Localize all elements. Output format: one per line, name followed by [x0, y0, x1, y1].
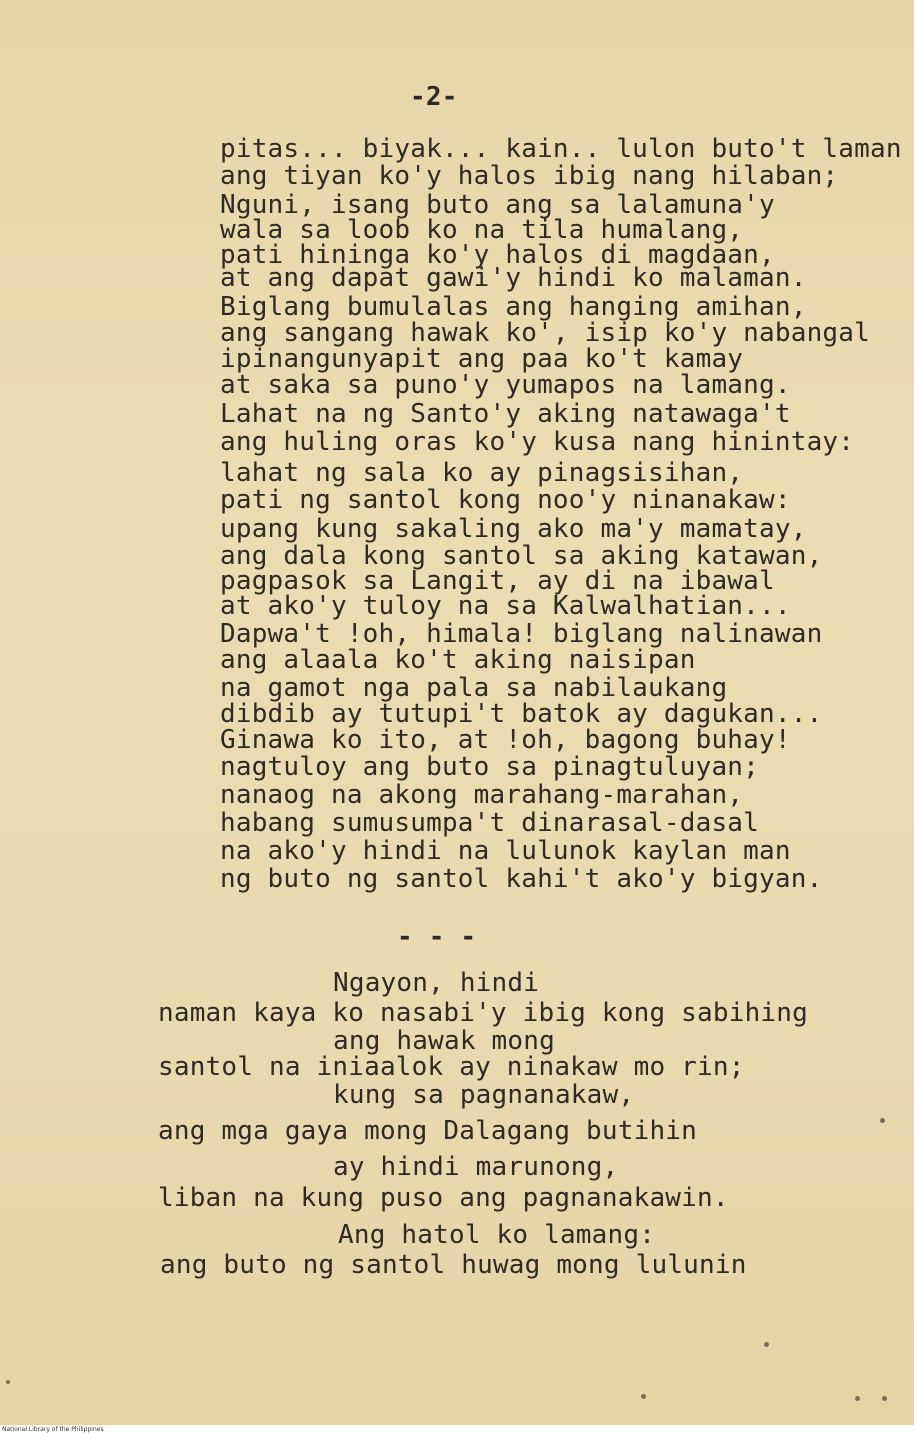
poem-line: na ako'y hindi na lulunok kaylan man: [220, 836, 791, 866]
closing-line: ang hawak mong: [333, 1026, 555, 1056]
closing-line: santol na iniaalok ay ninakaw mo rin;: [158, 1052, 745, 1082]
page-number: -2-: [410, 82, 458, 112]
poem-line: pagpasok sa Langit, ay di na ibawal: [220, 566, 775, 596]
poem-line: pitas... biyak... kain.. lulon buto't laman: [220, 134, 902, 164]
poem-line: ang dala kong santol sa aking katawan,: [220, 541, 823, 571]
poem-line: nagtuloy ang buto sa pinagtuluyan;: [220, 752, 760, 782]
poem-line: upang kung sakaling ako ma'y mamatay,: [220, 514, 807, 544]
closing-line: naman kaya ko nasabi'y ibig kong sabihing: [158, 998, 808, 1028]
poem-line: habang sumusumpa't dinarasal-dasal: [220, 808, 760, 838]
poem-line: nanaog na akong marahang-marahan,: [220, 780, 744, 810]
section-separator: - - -: [397, 922, 477, 952]
poem-line: Nguni, isang buto ang sa lalamuna'y: [220, 190, 775, 220]
paper-speck: [6, 1380, 10, 1384]
paper-speck: [855, 1396, 860, 1401]
poem-line: Lahat na ng Santo'y aking natawaga't: [220, 399, 791, 429]
closing-line: kung sa pagnanakaw,: [333, 1080, 635, 1110]
poem-line: at ang dapat gawi'y hindi ko malaman.: [220, 263, 807, 293]
poem-line: ipinangunyapit ang paa ko't kamay: [220, 344, 744, 374]
poem-line: ang huling oras ko'y kusa nang hinintay:: [220, 427, 855, 457]
poem-line: at saka sa puno'y yumapos na lamang.: [220, 370, 791, 400]
poem-line: lahat ng sala ko ay pinagsisihan,: [220, 458, 744, 488]
paper-speck: [882, 1396, 887, 1401]
closing-line: liban na kung puso ang pagnanakawin.: [158, 1183, 729, 1213]
footer-credit: National Library of the Philippines: [2, 1426, 104, 1433]
poem-line: pati ng santol kong noo'y ninanakaw:: [220, 485, 791, 515]
poem-line: ng buto ng santol kahi't ako'y bigyan.: [220, 864, 823, 894]
poem-line: dibdib ay tutupi't batok ay dagukan...: [220, 699, 823, 729]
poem-line: wala sa loob ko na tila humalang,: [220, 215, 744, 245]
poem-line: na gamot nga pala sa nabilaukang: [220, 673, 728, 703]
closing-line: ay hindi marunong,: [333, 1152, 619, 1182]
poem-line: Biglang bumulalas ang hanging amihan,: [220, 292, 807, 322]
poem-line: at ako'y tuloy na sa Kalwalhatian...: [220, 591, 791, 621]
poem-line: Dapwa't !oh, himala! biglang nalinawan: [220, 619, 823, 649]
poem-line: ang alaala ko't aking naisipan: [220, 645, 696, 675]
paper-speck: [641, 1394, 646, 1399]
paper-speck: [880, 1118, 885, 1123]
paper-speck: [764, 1342, 769, 1347]
poem-line: pati hininga ko'y halos di magdaan,: [220, 240, 775, 270]
poem-line: Ginawa ko ito, at !oh, bagong buhay!: [220, 725, 791, 755]
poem-line: ang tiyan ko'y halos ibig nang hilaban;: [220, 161, 839, 191]
poem-line: ang sangang hawak ko', isip ko'y nabangal: [220, 318, 870, 348]
closing-line: ang mga gaya mong Dalagang butihin: [158, 1116, 698, 1146]
closing-line: Ang hatol ko lamang:: [338, 1220, 656, 1250]
closing-line: Ngayon, hindi: [333, 968, 540, 998]
closing-line: ang buto ng santol huwag mong lulunin: [160, 1250, 747, 1280]
